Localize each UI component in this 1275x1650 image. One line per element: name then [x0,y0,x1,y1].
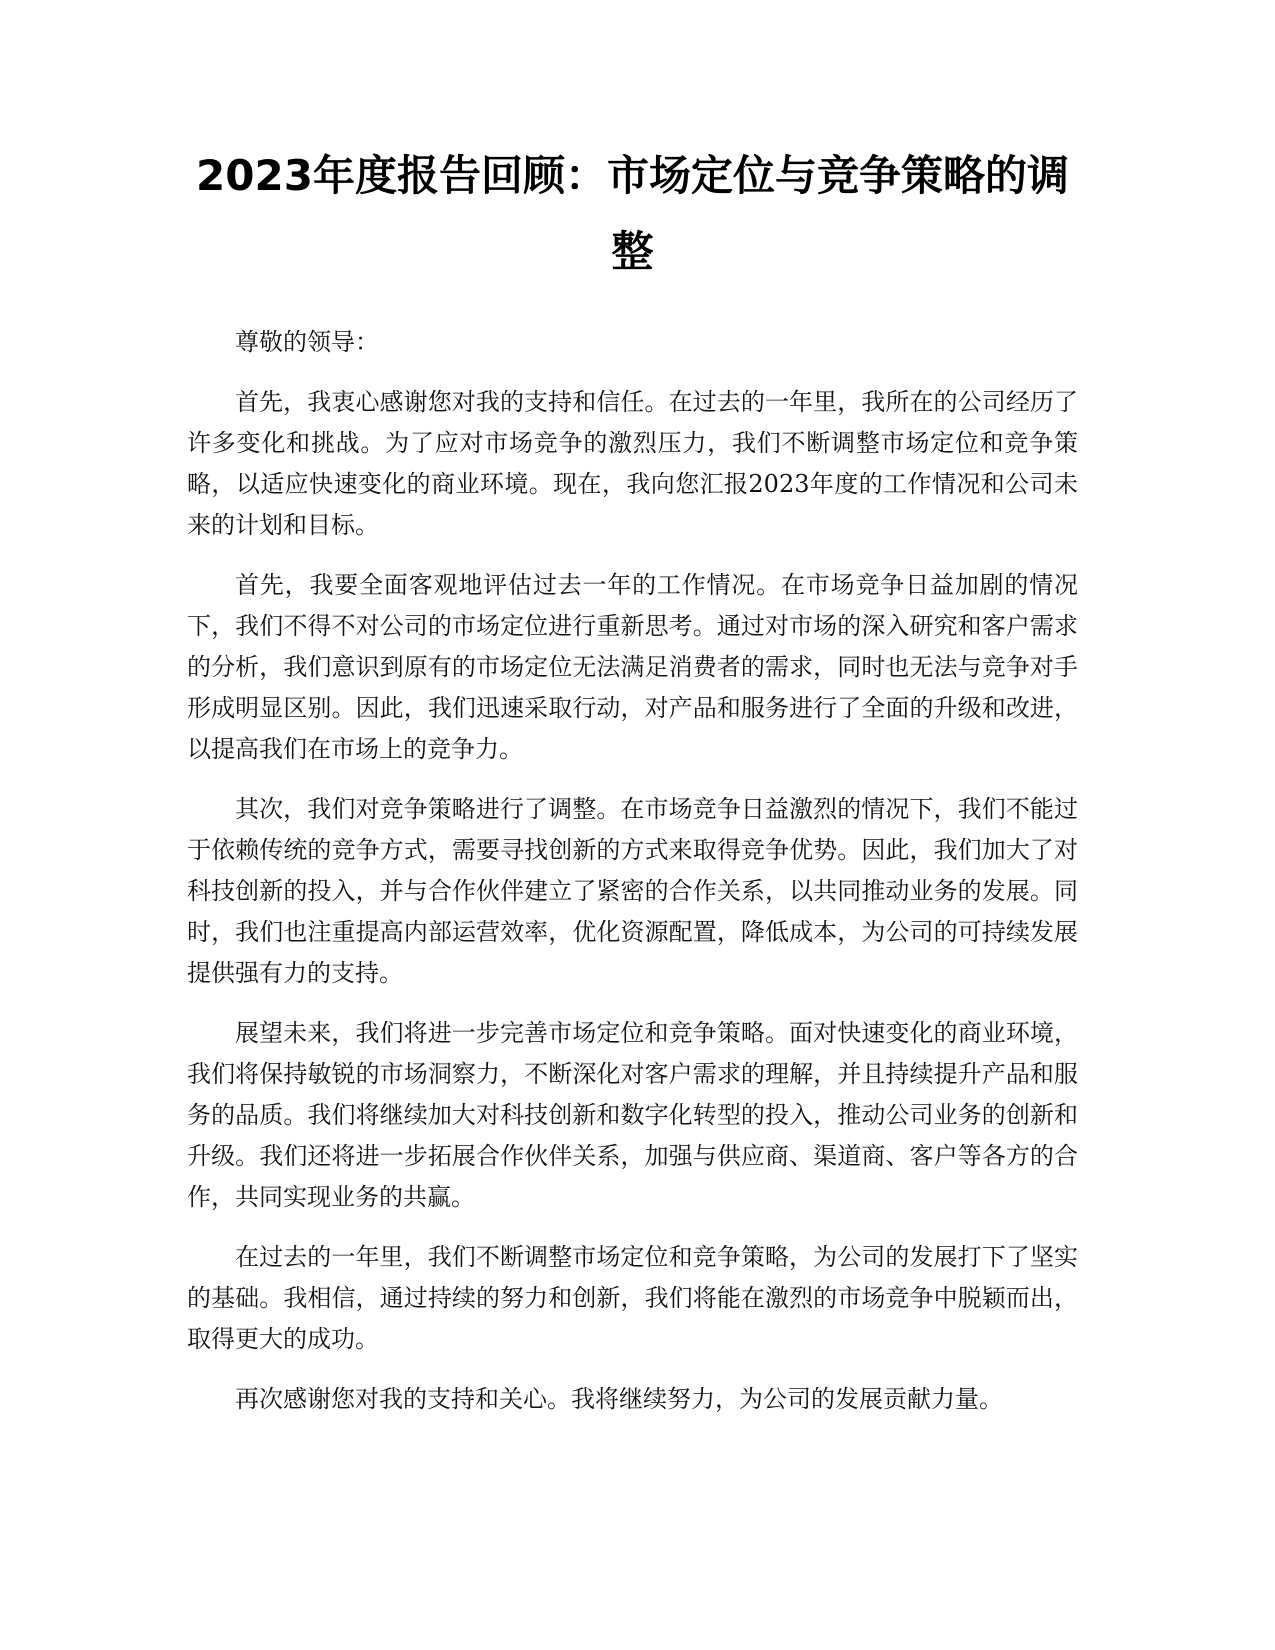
document-title: 2023年度报告回顾：市场定位与竞争策略的调整 [196,151,1069,276]
paragraph: 展望未来，我们将进一步完善市场定位和竞争策略。面对快速变化的商业环境，我们将保持敏锐的市场洞察力，不断深化对客户需求的理解，并且持续提升产品和服务的品质。我们将继续加大对科技创新和数字化转型的投入，推动公司业务的创新和升级。我们还将进一步拓展合作伙伴关系，加强与供应商、渠道商、客户等各方的合作，共同实现业务的共赢。 [187,1019,1078,1211]
paragraph: 其次，我们对竞争策略进行了调整。在市场竞争日益激烈的情况下，我们不能过于依赖传统的竞争方式，需要寻找创新的方式来取得竞争优势。因此，我们加大了对科技创新的投入，并与合作伙伴建立了紧密的合作关系，以共同推动业务的发展。同时，我们也注重提高内部运营效率，优化资源配置，降低成本，为公司的可持续发展提供强有力的支持。 [187,795,1078,987]
paragraph: 再次感谢您对我的支持和关心。我将继续努力，为公司的发展贡献力量。 [235,1385,1003,1413]
paragraph: 在过去的一年里，我们不断调整市场定位和竞争策略，为公司的发展打下了坚实的基础。我相信，通过持续的努力和创新，我们将能在激烈的市场竞争中脱颖而出，取得更大的成功。 [187,1243,1078,1353]
paragraph: 首先，我衷心感谢您对我的支持和信任。在过去的一年里，我所在的公司经历了许多变化和挑战。为了应对市场竞争的激烈压力，我们不断调整市场定位和竞争策略，以适应快速变化的商业环境。现在，我向您汇报2023年度的工作情况和公司未来的计划和目标。 [187,388,1078,539]
paragraph: 首先，我要全面客观地评估过去一年的工作情况。在市场竞争日益加剧的情况下，我们不得不对公司的市场定位进行重新思考。通过对市场的深入研究和客户需求的分析，我们意识到原有的市场定位无法满足消费者的需求，同时也无法与竞争对手形成明显区别。因此，我们迅速采取行动，对产品和服务进行了全面的升级和改进，以提高我们在市场上的竞争力。 [187,571,1078,763]
document-body [187,322,1078,1420]
salutation: 尊敬的领导： [235,328,379,356]
